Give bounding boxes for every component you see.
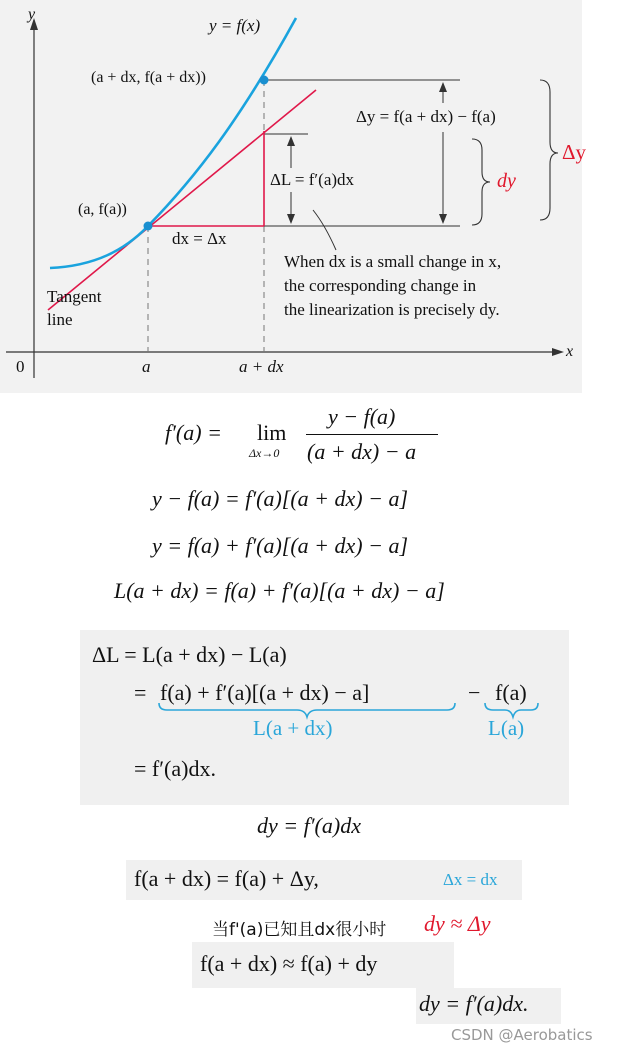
panel1-line2-eq: =	[134, 680, 147, 705]
underbraces	[155, 700, 545, 720]
delta-l-equation: ΔL = f′(a)dx	[270, 170, 355, 189]
panel4-main: dy = f′(a)dx.	[419, 991, 529, 1016]
brace-l-a-dx	[159, 703, 455, 717]
eq1-lhs: f′(a) =	[165, 420, 222, 445]
delta-y-label: Δy	[562, 140, 587, 164]
point-lower-label: (a, f(a))	[78, 201, 127, 218]
panel2-main: f(a + dx) = f(a) + Δy,	[134, 866, 319, 891]
eq1-lim: lim	[257, 420, 287, 445]
brace2-label: L(a)	[488, 716, 525, 740]
origin-label: 0	[16, 357, 25, 376]
eq3: y = f(a) + f′(a)[(a + dx) − a]	[152, 533, 409, 558]
eq4: L(a + dx) = f(a) + f′(a)[(a + dx) − a]	[114, 578, 445, 603]
panel3-main: f(a + dx) ≈ f(a) + dy	[200, 951, 378, 976]
x-axis-label: x	[566, 343, 574, 360]
eq1-numerator: y − f(a)	[328, 404, 396, 429]
x-axis-arrow	[552, 348, 564, 356]
note-cn: 当f'(a)已知且dx很小时	[212, 920, 387, 940]
tick-a-dx-label: a + dx	[239, 357, 284, 376]
panel1-line2-minus: −	[468, 680, 481, 705]
note-approx: dy ≈ Δy	[424, 911, 491, 936]
eq1-lim-subscript: Δx→0	[249, 446, 280, 460]
eq2: y − f(a) = f′(a)[(a + dx) − a]	[152, 486, 409, 511]
tangent-line	[48, 90, 316, 310]
credit-watermark: CSDN @Aerobatics	[451, 1026, 593, 1044]
point-upper-label: (a + dx, f(a + dx))	[91, 69, 206, 86]
tangent-label-2: line	[47, 310, 73, 329]
note-pointer	[313, 210, 336, 250]
panel1-line1: ΔL = L(a + dx) − L(a)	[92, 642, 287, 667]
note-line-1: When dx is a small change in x,	[284, 252, 502, 271]
eq1-denominator: (a + dx) − a	[307, 439, 417, 464]
linearization-figure	[0, 0, 582, 393]
panel1-line2-term2: f(a)	[495, 680, 527, 705]
note-line-2: the corresponding change in	[284, 276, 477, 295]
y-axis-label: y	[28, 6, 36, 23]
panel2-side: Δx = dx	[443, 870, 498, 889]
brace1-label: L(a + dx)	[253, 716, 333, 740]
tick-a-label: a	[142, 357, 151, 376]
curve-label: y = f(x)	[209, 16, 261, 35]
eq-dy: dy = f′(a)dx	[257, 813, 361, 838]
note-line-3: the linearization is precisely dy.	[284, 300, 500, 319]
dy-label: dy	[497, 170, 516, 192]
delta-y-equation: Δy = f(a + dx) − f(a)	[356, 107, 496, 126]
tangent-label-1: Tangent	[47, 287, 102, 306]
point-a-dx	[260, 76, 269, 85]
dx-equation: dx = Δx	[172, 229, 227, 248]
panel1-line2-term1: f(a) + f′(a)[(a + dx) − a]	[160, 680, 370, 705]
delta-y-brace	[540, 80, 558, 220]
point-a	[144, 222, 153, 231]
brace-l-a	[485, 703, 538, 717]
dy-brace	[472, 139, 490, 225]
eq1-fraction-bar	[306, 434, 438, 435]
panel1-line3: = f′(a)dx.	[134, 756, 216, 781]
